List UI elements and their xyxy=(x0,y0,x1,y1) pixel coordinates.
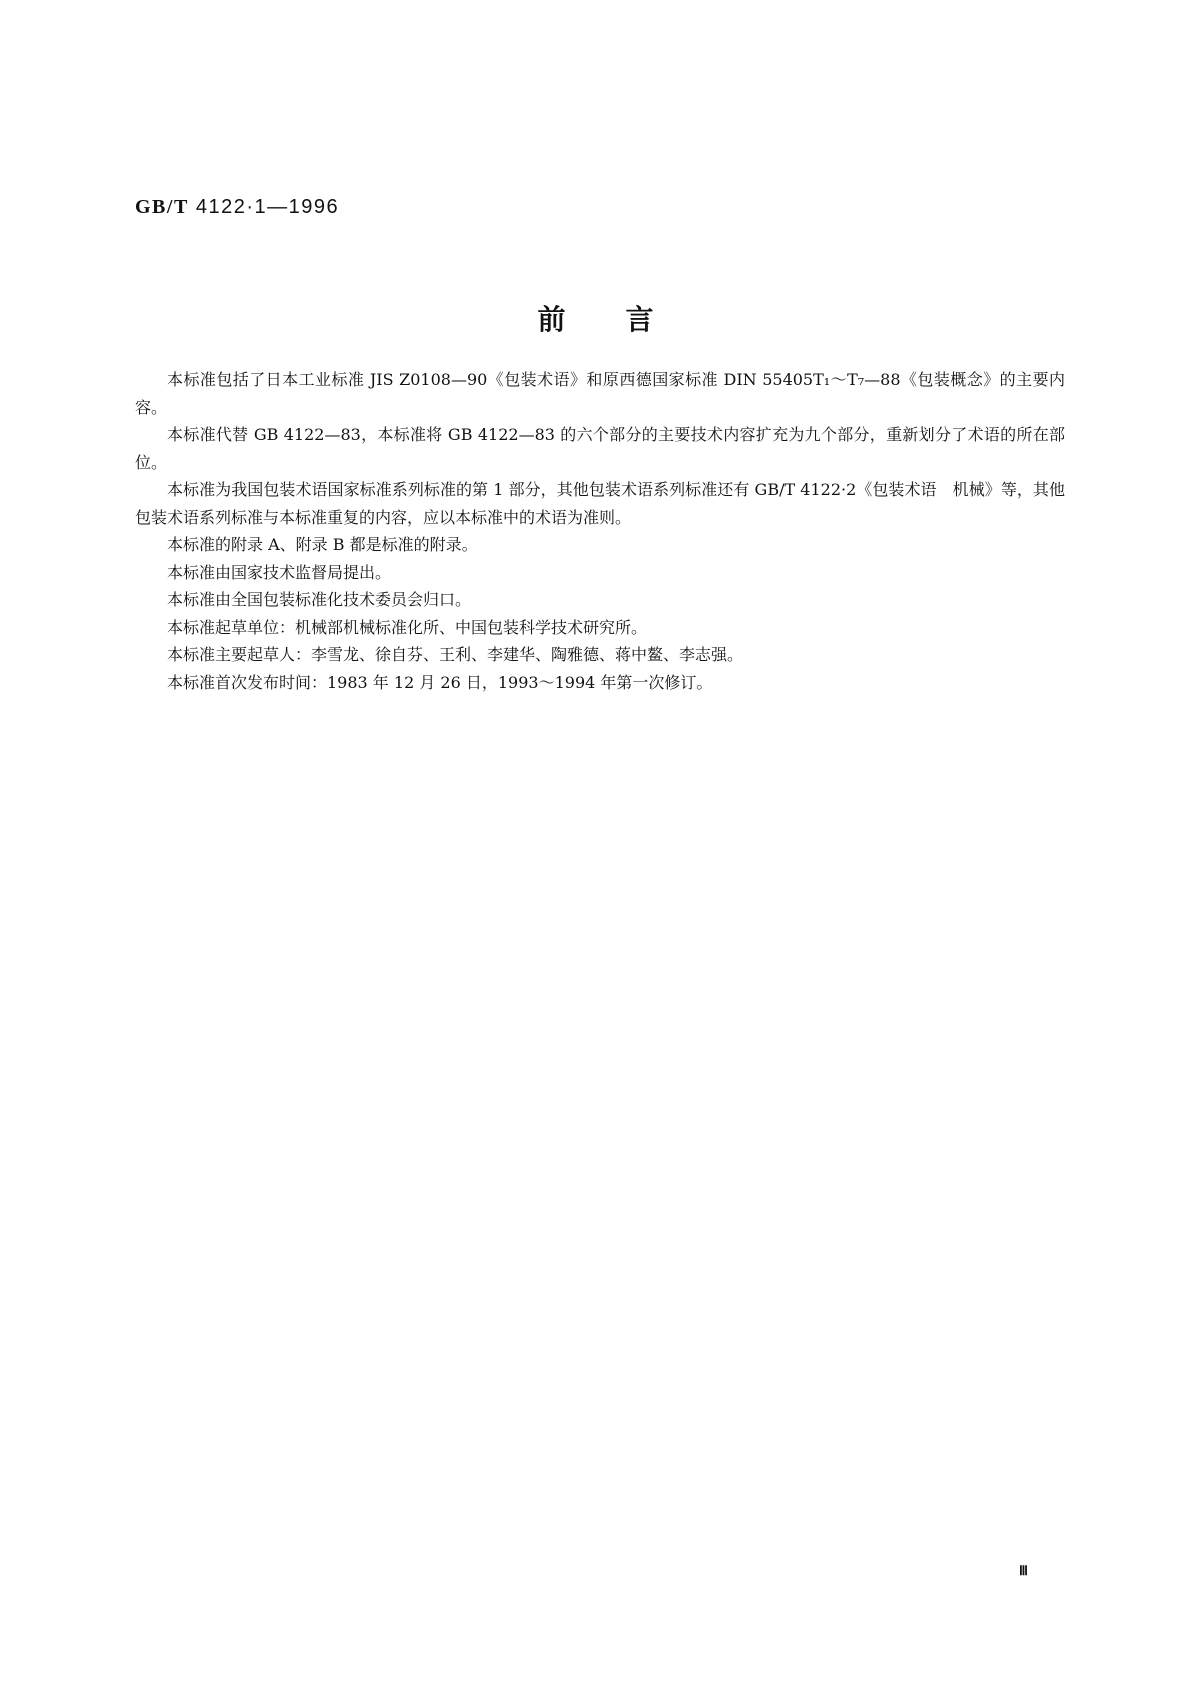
preface-paragraph: 本标准包括了日本工业标准 JIS Z0108—90《包装术语》和原西德国家标准 DIN 55405T₁～T₇—88《包装概念》的主要内容。 xyxy=(135,370,1065,417)
preface-body xyxy=(135,366,1065,696)
preface-paragraph: 本标准首次发布时间：1983 年 12 月 26 日，1993～1994 年第一次修订。 xyxy=(167,672,713,692)
preface-paragraph: 本标准由全国包装标准化技术委员会归口。 xyxy=(167,590,472,609)
preface-paragraph: 本标准主要起草人：李雪龙、徐自芬、王利、李建华、陶雅德、蒋中鳌、李志强。 xyxy=(167,645,744,664)
standard-number: 4122·1—1996 xyxy=(195,196,340,218)
page-title: 前言 xyxy=(537,303,714,336)
preface-paragraph: 本标准的附录 A、附录 B 都是标准的附录。 xyxy=(167,535,478,554)
standard-prefix: GB/T xyxy=(135,196,189,218)
preface-paragraph: 本标准代替 GB 4122—83，本标准将 GB 4122—83 的六个部分的主要技术内容扩充为九个部分，重新划分了术语的所在部位。 xyxy=(135,425,1065,472)
page-number: Ⅲ xyxy=(1019,1563,1027,1578)
standard-number-header xyxy=(135,196,339,219)
preface-paragraph: 本标准起草单位：机械部机械标准化所、中国包装科学技术研究所。 xyxy=(167,617,648,637)
preface-paragraph: 本标准由国家技术监督局提出。 xyxy=(167,562,392,582)
preface-paragraph: 本标准为我国包装术语国家标准系列标准的第 1 部分，其他包装术语系列标准还有 GB/T 4122·2《包装术语 机械》等，其他包装术语系列标准与本标准重复的内容，应以本标准中的术语为准则。 xyxy=(135,480,1065,527)
